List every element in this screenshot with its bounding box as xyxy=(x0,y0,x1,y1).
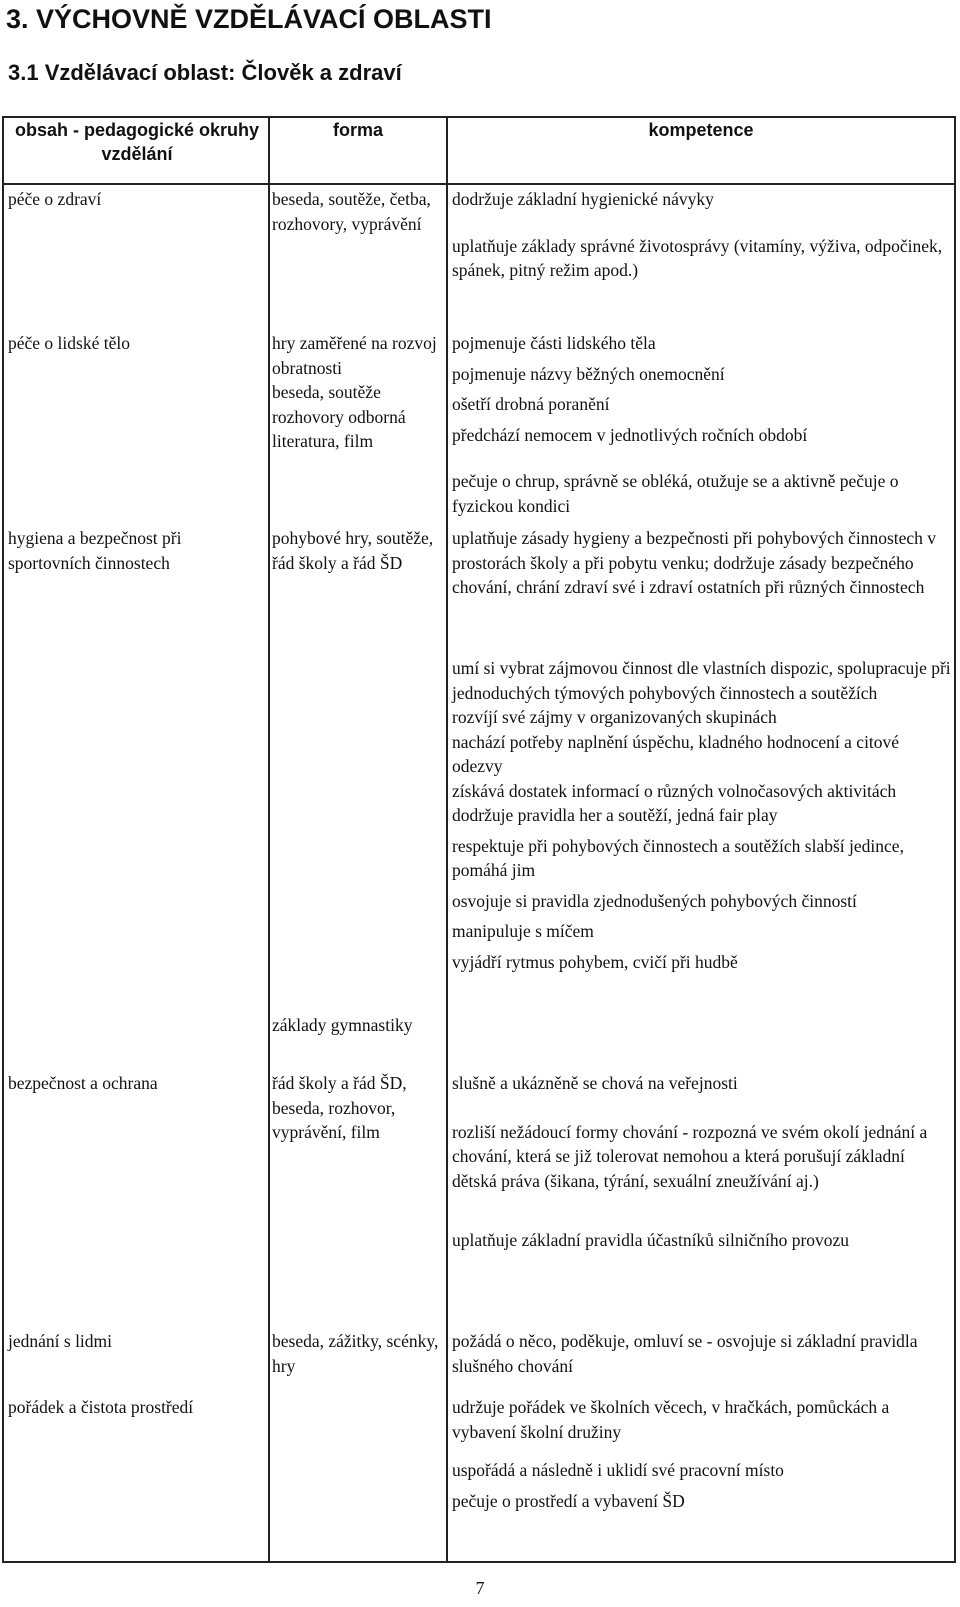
header-forma: forma xyxy=(332,120,383,140)
row-obsah: jednání s lidmi xyxy=(8,1331,113,1351)
competence-item: vyjádří rytmus pohybem, cvičí při hudbě xyxy=(452,951,738,972)
row-obsah: hygiena a bezpečnost při sportovních činnostech xyxy=(8,528,182,573)
competence-item: pečuje o prostředí a vybavení ŠD xyxy=(452,1490,685,1511)
competence-item: pečuje o chrup, správně se obléká, otužuje se a aktivně pečuje o fyzickou kondici xyxy=(452,471,899,516)
page-number: 7 xyxy=(475,1578,485,1598)
competence-item: udržuje pořádek ve školních věcech, v hračkách, pomůckách a vybavení školní družiny xyxy=(452,1397,890,1442)
section-heading: 3.1 Vzdělávací oblast: Člověk a zdraví xyxy=(8,60,402,85)
row-kompetence: uplatňuje zásady hygieny a bezpečnosti při pohybových činnostech v prostorách školy a při pobytu venku; dodržuje zásady bezpečného chování, chrání zdraví své i zdraví ostatních při různých činnostech xyxy=(452,528,937,597)
competence-item: rozvíjí své zájmy v organizovaných skupinách xyxy=(452,707,777,727)
row-forma: pohybové hry, soutěže, řád školy a řád ŠD xyxy=(272,528,434,573)
forma-item: rozhovory odborná literatura, film xyxy=(272,406,406,451)
row-forma xyxy=(272,331,444,454)
competence-item: uspořádá a následně i uklidí své pracovní místo xyxy=(452,1460,784,1480)
row-kompetence xyxy=(452,187,952,283)
row-kompetence xyxy=(452,331,952,518)
row-obsah: péče o lidské tělo xyxy=(8,333,130,353)
competence-item: rozliší nežádoucí formy chování - rozpozná ve svém okolí jednání a chování, která se již tolerovat nemohou a která porušují základní dětská práva (šikana, týrání, sexuální zneužívání aj.) xyxy=(452,1121,928,1191)
column-divider xyxy=(268,118,270,1561)
competence-item: respektuje při pohybových činnostech a soutěžích slabší jedince, pomáhá jim xyxy=(452,835,904,880)
row-obsah: péče o zdraví xyxy=(8,189,102,209)
competence-item: osvojuje si pravidla zjednodušených pohybových činností xyxy=(452,890,857,911)
row-forma: základy gymnastiky xyxy=(272,1015,413,1035)
row-obsah: pořádek a čistota prostředí xyxy=(8,1397,194,1417)
competence-item: pojmenuje části lidského těla xyxy=(452,333,656,353)
header-obsah: obsah - pedagogické okruhy vzdělání xyxy=(14,120,260,164)
row-forma: beseda, soutěže, četba, rozhovory, vyprávění xyxy=(272,189,431,234)
row-obsah: bezpečnost a ochrana xyxy=(8,1073,158,1093)
competence-item: předchází nemocem v jednotlivých ročních období xyxy=(452,424,808,445)
competence-item: ošetří drobná poranění xyxy=(452,394,610,414)
competence-item: manipuluje s míčem xyxy=(452,921,594,941)
competence-item: slušně a ukázněně se chová na veřejnosti xyxy=(452,1073,738,1093)
row-kompetence xyxy=(452,656,952,974)
column-divider xyxy=(446,118,448,1561)
page-heading: 3. VÝCHOVNĚ VZDĚLÁVACÍ OBLASTI xyxy=(6,4,492,34)
row-kompetence xyxy=(452,1071,952,1253)
competence-table xyxy=(2,116,956,1563)
header-divider xyxy=(4,183,954,185)
competence-item: uplatňuje základy správné životosprávy (vitamíny, výživa, odpočinek, spánek, pitný režim apod.) xyxy=(452,235,943,280)
header-kompetence: kompetence xyxy=(648,120,754,140)
competence-item: dodržuje pravidla her a soutěží, jedná fair play xyxy=(452,805,778,825)
competence-item: dodržuje základní hygienické návyky xyxy=(452,189,714,209)
forma-item: beseda, soutěže xyxy=(272,382,381,402)
competence-item: získává dostatek informací o různých volnočasových aktivitách xyxy=(452,780,897,801)
forma-item: hry zaměřené na rozvoj obratnosti xyxy=(272,333,437,378)
competence-item: umí si vybrat zájmovou činnost dle vlastních dispozic, spolupracuje při jednoduchých týmových pohybových činnostech a soutěžích xyxy=(452,658,951,703)
competence-item: uplatňuje základní pravidla účastníků silničního provozu xyxy=(452,1230,850,1250)
competence-item: pojmenuje názvy běžných onemocnění xyxy=(452,363,725,384)
row-kompetence xyxy=(452,1395,952,1513)
row-kompetence: požádá o něco, poděkuje, omluví se - osvojuje si základní pravidla slušného chování xyxy=(452,1331,918,1376)
competence-item: nachází potřeby naplnění úspěchu, kladného hodnocení a citové odezvy xyxy=(452,731,900,776)
row-forma: beseda, zážitky, scénky, hry xyxy=(272,1331,439,1376)
row-forma: řád školy a řád ŠD, beseda, rozhovor, vyprávění, film xyxy=(272,1073,407,1142)
